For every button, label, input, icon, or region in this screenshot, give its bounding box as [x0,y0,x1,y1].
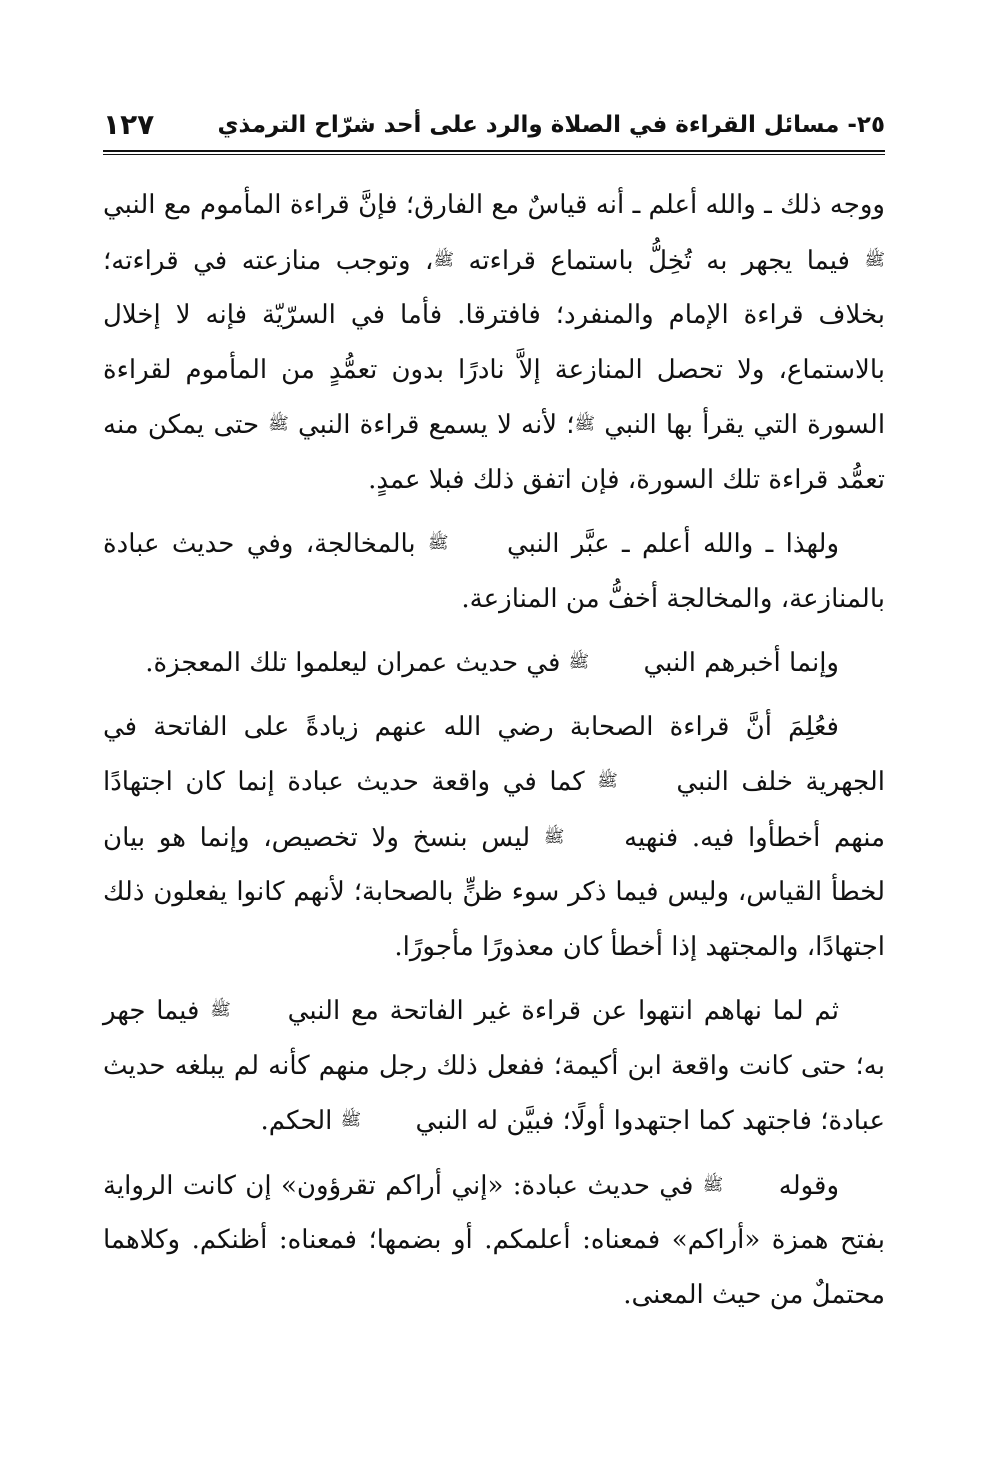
text-run: كما في واقعة حديث عبادة إنما كان اجتهادًا منهم أخطأوا فيه. فنهيه [103,767,886,853]
text-run: ووجه ذلك ـ والله أعلم ـ أنه قياسٌ مع الفارق؛ فإنَّ قراءة المأموم مع النبي [103,190,885,220]
text-run: ثم لما نهاهم انتهوا عن قراءة غير الفاتحة مع النبي [287,996,840,1026]
paragraph-6 [103,1158,885,1323]
salawat-symbol: ﷺ [864,249,885,270]
running-title: ٢٥- مسائل القراءة في الصلاة والرد على أحد شرّاح الترمذي [217,112,885,138]
salawat-symbol: ﷺ [428,533,449,553]
text-run: ولهذا ـ والله أعلم ـ عبَّر النبي [506,529,839,559]
text-run: ؛ لأنه لا يسمع قراءة النبي [297,410,575,440]
text-run: بالمخالجة، وفي حديث عبادة بالمنازعة، والمخالجة أخفُّ من المنازعة. [103,529,885,614]
text-run: ، وتوجب منازعته في قراءته؛ بخلاف قراءة الإمام والمنفرد؛ فافترقا. فأما في السرّيّة فإنه لا إخلال بالاستماع، ولا تحصل المنازعة إلاَّ نادرًا بدون تعمُّدٍ من المأموم لقراءة السورة التي يقرأ بها النبي [103,245,886,440]
salawat-symbol: ﷺ [574,414,596,434]
paragraph-2 [103,516,885,626]
salawat-symbol: ﷺ [210,1000,231,1020]
header-rule [103,150,885,155]
salawat-symbol: ﷺ [268,414,289,434]
salawat-symbol: ﷺ [340,1110,362,1130]
text-run: في حديث عبادة: «إني أراكم تقرؤون» إن كانت الرواية بفتح همزة «أراكم» فمعناه: أعلمكم. أو بضمها؛ فمعناه: أظنكم. وكلاهما محتملٌ من حيث المعنى. [103,1170,885,1310]
salawat-symbol: ﷺ [702,1174,724,1195]
body-text [103,178,885,1331]
paragraph-4 [103,700,885,975]
salawat-symbol: ﷺ [568,652,590,672]
paragraph-1 [103,178,885,507]
salawat-symbol: ﷺ [543,826,565,847]
text-run: فعُلِمَ أنَّ قراءة الصحابة رضي الله عنهم زيادةً على الفاتحة في الجهرية خلف النبي [103,711,885,797]
text-run: الحكم. [260,1106,333,1136]
text-run: فيما يجهر به تُخِلُّ باستماع قراءته [468,245,850,276]
text-run: ليس بنسخ ولا تخصيص، وإنما هو بيان لخطأ القياس، وليس فيما ذكر سوء ظنٍّ بالصحابة؛ لأنهم كانوا يفعلون ذلك اجتهادًا، والمجتهد إذا أخطأ كان معذورًا مأجورًا. [103,822,885,962]
text-run: فيما جهر به؛ حتى كانت واقعة ابن أكيمة؛ ففعل ذلك رجل منهم كأنه لم يبلغه حديث عبادة؛ فاجتهد كما اجتهدوا أولًا؛ فبيَّن له النبي [103,996,885,1136]
salawat-symbol: ﷺ [433,249,454,270]
text-run: وقوله [778,1170,840,1201]
paragraph-5 [103,983,885,1149]
paragraph-3 [103,635,885,691]
page-header [103,108,885,148]
text-run: حتى يمكن منه تعمُّد قراءة تلك السورة، فإن اتفق ذلك فبلا عمدٍ. [103,410,885,495]
page-number: ١٢٧ [103,108,155,141]
text-run: وإنما أخبرهم النبي [643,648,839,678]
text-run: في حديث عمران ليعلموا تلك المعجزة. [145,648,561,678]
salawat-symbol: ﷺ [597,771,618,791]
